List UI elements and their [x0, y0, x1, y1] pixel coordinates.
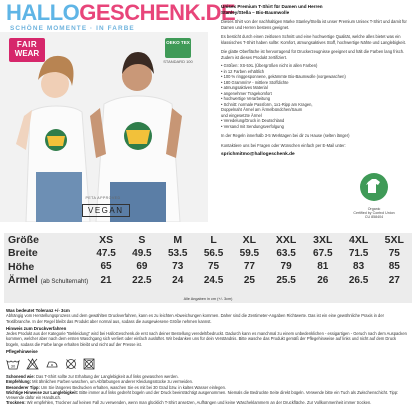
size-col: XS	[99, 233, 114, 246]
feature-item: • in 12 Farben erhältlich	[221, 68, 265, 74]
table-cell: 75	[388, 247, 400, 259]
table-cell: 81	[317, 261, 329, 273]
table-cell: 25	[243, 274, 255, 286]
size-col: XL	[242, 233, 257, 246]
table-cell: 79	[280, 261, 292, 273]
gots-line-2: Certified by Control Union	[353, 211, 395, 216]
table-cell: 75	[207, 261, 220, 273]
care-symbols	[6, 357, 410, 371]
product-title-line-1: Unisex Premium T-Shirt für Damen und Herren	[221, 4, 323, 9]
size-col: M	[173, 233, 183, 246]
row-label	[4, 247, 88, 261]
size-row-sleeve	[4, 274, 412, 288]
hero-section	[0, 0, 236, 225]
table-cell: 56.5	[203, 247, 224, 259]
feature-item: • hochwertige Verarbeitung	[221, 96, 270, 102]
table-cell: 73	[172, 261, 184, 273]
care-text: Wir empfehlen, Trockner auf keinen Fall zu verwenden, wenn man glücklich T-Shirt ansetzen, Aufhängen und keine Wäscheklammern an der Druckfläche. Zur Vollkommenheit immer trocken.	[26, 400, 372, 406]
logo-wordmark	[6, 0, 236, 25]
table-cell: 65	[100, 261, 112, 273]
table-cell: 53.5	[167, 247, 188, 259]
size-col: 5XL	[384, 233, 404, 246]
feature-item: • angenehmer Tragekomfort	[221, 90, 272, 96]
row-label-text: Breite	[8, 247, 38, 260]
gots-shirt-icon	[359, 172, 389, 202]
feature-item: • atmungsaktives Material	[221, 85, 268, 91]
feature-item: • 100 % ringgesponnene, gekämmte Bio-Baumwolle (vorgewaschen)	[221, 74, 346, 80]
care-label: Trocknen:	[6, 400, 26, 406]
care-text: Mit ähnlichen Farben waschen, um Abfärbungen anderer Kleidungsstücke zu vermeiden.	[32, 379, 194, 385]
print-heading: Hinweis zum Druckverfahren	[6, 325, 67, 331]
vegan-small: PETA APPROVED	[85, 196, 121, 200]
table-cell: 47.5	[96, 247, 116, 259]
row-label	[4, 260, 88, 274]
fair-wear-badge	[9, 38, 45, 62]
table-cell: 59.5	[239, 247, 260, 259]
oeko-tex-label: STANDARD 100	[163, 59, 193, 64]
logo-part-2: GESCHENK.DE	[79, 0, 236, 25]
feature-item: Doppelnaht Ärmel am Ärmelbündchen/Saum	[221, 107, 303, 113]
row-label	[4, 274, 88, 288]
info-section	[6, 306, 410, 405]
care-label: Schonend wie:	[6, 374, 35, 380]
feature-item: und eingesetzte Ärmel	[221, 112, 262, 118]
size-chart	[4, 233, 412, 303]
gots-line-1: Organic	[367, 207, 381, 211]
feature-list	[221, 63, 411, 129]
brand-logo[interactable]	[6, 0, 236, 32]
table-cell: 67.5	[313, 247, 333, 259]
feature-item: • Versand mit Sendungsverfolgung	[221, 123, 284, 129]
oeko-tex-badge	[165, 38, 191, 58]
delivery-note: In der Regeln innerhalb 3-5 Werktagen bei dir zu Hause (selten länger)	[221, 133, 350, 139]
peta-vegan-mark	[82, 196, 124, 222]
contact-email-link[interactable]: sprichmitmo@hallogeschenk.de	[221, 152, 295, 158]
care-label: Empfehlung:	[6, 379, 32, 385]
care-heading: Pflegehinweise	[6, 348, 38, 354]
table-cell: 69	[136, 261, 148, 273]
size-col: 3XL	[313, 233, 333, 246]
care-label: Wichtige Hinweise zur Langlebigkeit:	[6, 389, 79, 395]
table-cell: 49.5	[132, 247, 152, 259]
size-header-label: Größe	[8, 233, 39, 246]
table-cell: 77	[243, 261, 255, 273]
no-bleach-icon	[26, 358, 39, 371]
tolerance-text: Abhängig vom Herstellungsprozess und dem gewählten Druckverfahren, kann es zu leichten Abweichungen kommen. Daher sind die Zentimeter-Angaben Richtwerte. Das ist ein eine gewöhnliche Praxis in der Textilbranche. In der Regel bleibt das Produkt aber normal aus, sodass die ausgewiesene Größe nehmen kannst.	[6, 313, 384, 324]
table-cell: 26	[317, 274, 329, 286]
size-row-width	[4, 247, 412, 261]
description-paragraph-3: Die glatte Oberfläche ist hervorragend für Druckerzeugnisse geeignet und hält die Farben lang frisch. Zudem ist dieses Produkt zertifiziert.	[221, 49, 405, 60]
table-cell: 27	[388, 274, 400, 286]
tolerance-heading: Was bedeutet Toleranz +/- 3cm	[6, 308, 70, 313]
table-cell: 24.5	[203, 274, 224, 286]
size-table-note: Alle Angaben in cm (+/- 3cm)	[183, 297, 233, 301]
fair-top: FAIR	[16, 40, 38, 49]
table-cell: 26.5	[348, 274, 369, 286]
logo-part-1: HALLO	[6, 0, 80, 25]
feature-item: • Schnitt: normale Passform, 1x1-Ripp am Kragen,	[221, 101, 313, 107]
care-text: Bitte immer auf links gedreht bügeln und der Druck beeinträchtigt ausgenommen. Niemals die Bedruckte Seite direkt bügeln. Verwende bitte ein Tuch als Zwischenschicht. Tipp: Verwende dafür ein Handtuch.	[6, 389, 399, 401]
table-cell: 63.5	[276, 247, 296, 259]
size-row-height	[4, 260, 412, 274]
table-cell: 85	[388, 261, 400, 273]
contact-note: Kontaktiere uns bei Fragen oder Wünschen einfach per E-Mail unter:	[221, 142, 346, 148]
care-text: Um Sie längeres Bedrucken erhalten, waschen Sie es mit bei 30 Grad bzw. in kaltes Wasser einlegen.	[40, 384, 227, 390]
size-table	[4, 233, 412, 287]
oeko-text: OEKO TEX	[166, 40, 190, 45]
no-tumble-dry-icon	[83, 358, 95, 371]
size-col: S	[138, 233, 146, 246]
svg-text:30: 30	[10, 363, 16, 369]
care-item	[6, 390, 410, 400]
gots-certificate	[344, 172, 404, 220]
table-cell: 71.5	[348, 247, 369, 259]
size-header-row	[4, 233, 412, 247]
row-label-unit: (ab Schulternaht)	[40, 278, 89, 286]
table-cell: 83	[353, 261, 365, 273]
fair-bottom: WEAR	[14, 49, 40, 58]
gots-line-3: CU 858404	[364, 215, 384, 220]
size-col: L	[210, 233, 217, 246]
feature-item: • 180 Gramm/m² - mittlere Stoffdichte	[221, 79, 289, 85]
iron-low-icon	[45, 358, 59, 371]
table-cell: 24	[172, 274, 184, 286]
row-label-text: Höhe	[8, 260, 35, 273]
description-paragraph-2: Es besticht durch einen zeitlosen Schnitt und eine hochwertige Qualität, welche alles bietet was ein klassisches T-Shirt haben sollte: Komfort, atmungsaktives Stoff, hochwertige Nähte und Langlebigkeit.	[221, 34, 406, 45]
table-cell: 22.5	[132, 274, 152, 286]
no-dry-clean-icon	[65, 358, 77, 371]
row-label-text: Ärmel	[8, 274, 38, 287]
vegan-big: VEGAN	[82, 204, 130, 217]
feature-item: • Größen: XS-5XL (Übergrößen nicht in allen Farben)	[221, 63, 318, 69]
logo-tagline: SCHÖNE MOMENTE · IN FARBE	[10, 25, 135, 32]
product-title-line-2: Stanley/Stella – Bio-Baumwolle	[221, 9, 290, 15]
size-col: XXL	[275, 233, 297, 246]
description-paragraph-1: Dieses Shirt von der nachhaltigen Marke Stanley/Stella ist unser Premium Unisex T-Shirt und damit für Damen und Herren bestens geeignet.	[221, 19, 407, 30]
size-col: 4XL	[348, 233, 369, 246]
care-label: Besonderer Tipp:	[6, 384, 40, 390]
wash-30-icon	[6, 358, 20, 371]
care-text: Das T-Shirt sollte zur Erhaltung der Langlebigkeit auf links gewaschen werden.	[36, 374, 179, 380]
feature-item: • Veredelung/Druck in Deutschland	[221, 118, 285, 124]
print-text: Jedes Produkt aus der Kategorie "Bekleidung" wird bei HalloGeschenk.de erst nach deiner Bestellung veredelt/bedruckt. Dadurch kann es manchmal zu einem unbedenklichen - essigartigen - Geruch nach dem Auspacken kommen, welcher aber nach dem ersten Waschgang sich verliert oder einfach auslüftet. Wir bedanken uns für dein Verständnis. Bitte wasche das Produkt gemäß der Pflegehinweise auf links und nicht auf dem Druck bügeln, sodass die Farbe lange erhalten bleibt und nicht auf der Presse ist.	[6, 331, 407, 347]
table-cell: 21	[100, 274, 112, 286]
table-cell: 25.5	[276, 274, 296, 286]
care-item	[6, 400, 410, 405]
